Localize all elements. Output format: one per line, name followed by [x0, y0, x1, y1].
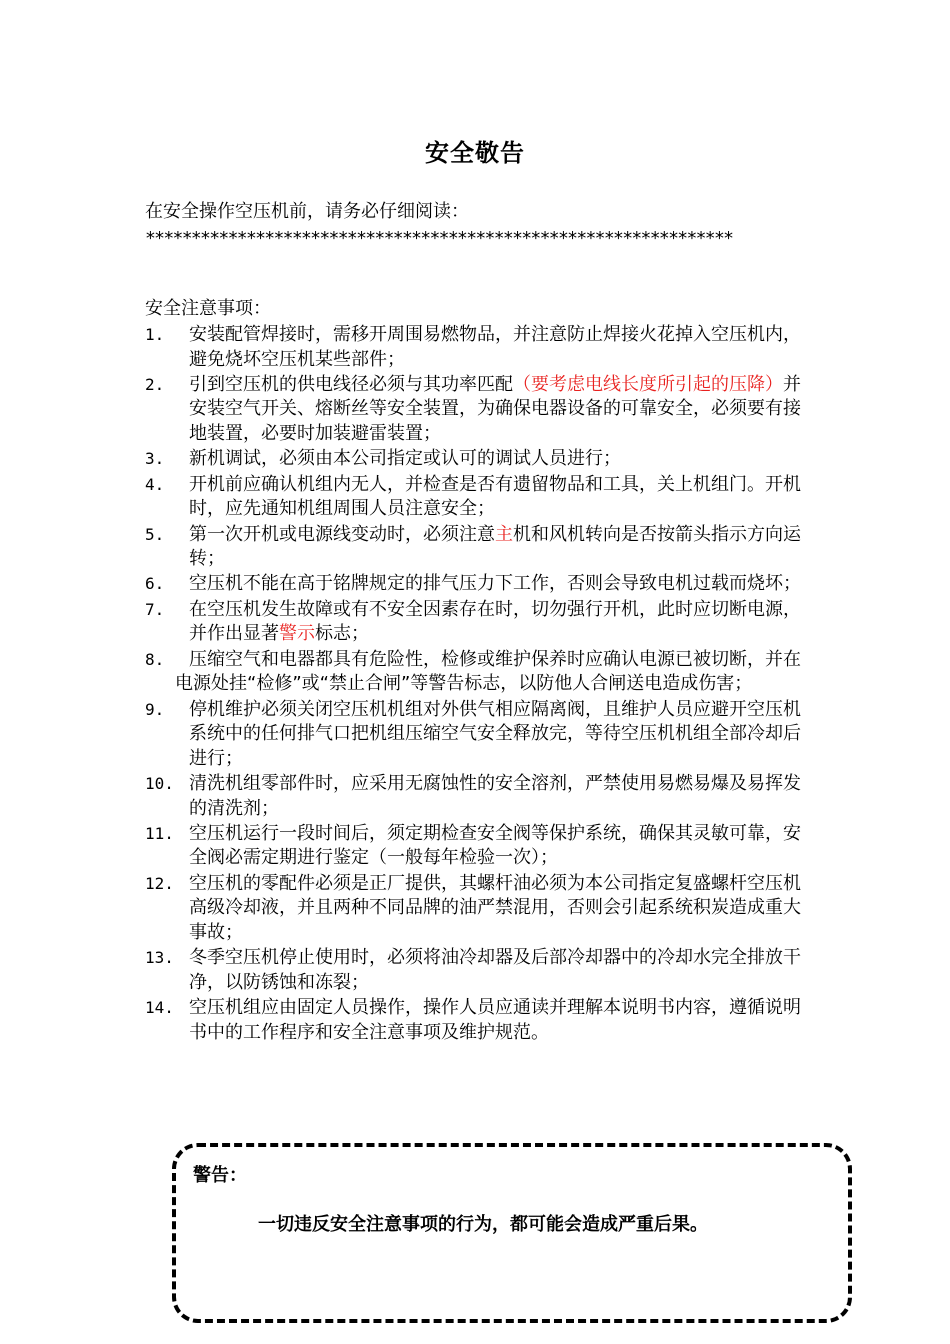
item-text: 空压机不能在高于铭牌规定的排气压力下工作，否则会导致电机过载而烧坏； — [189, 573, 801, 595]
item-highlight-text: 警示 — [279, 623, 315, 645]
list-item — [145, 572, 810, 597]
item-text: 并安装空气开关、熔断丝等安全装置，为确保电器设备的可靠安全，必须要有接地装置，必要时加装避雷装置； — [189, 373, 801, 444]
item-highlight-text: （要考虑电线长度所引起的压降） — [513, 373, 783, 395]
list-item — [145, 822, 810, 871]
item-number: 11. — [145, 823, 174, 843]
safety-notes-heading: 安全注意事项： — [145, 298, 271, 319]
item-number: 5. — [145, 524, 165, 544]
item-text: 压缩空气和电器都具有危险性，检修或维护保养时应确认电源已被切断，并在电源处挂“检修”或“禁止合闸”等警告标志，以防他人合闸送电造成伤害； — [175, 648, 801, 695]
item-text: 引到空压机的供电线径必须与其功率匹配 — [189, 373, 513, 395]
list-item — [145, 447, 810, 472]
item-number: 10. — [145, 774, 174, 794]
safety-notes-list — [145, 323, 810, 1046]
item-number: 13. — [145, 948, 174, 968]
item-number: 3. — [145, 449, 165, 469]
item-number: 1. — [145, 325, 165, 344]
item-text: 机和风机转向是否按箭头指示方向运转； — [189, 523, 801, 570]
list-item — [145, 373, 810, 447]
warning-label: 警告： — [193, 1165, 247, 1186]
item-text: 开机前应确认机组内无人，并检查是否有遗留物品和工具，关上机组门。开机时，应先通知机组周围人员注意安全； — [189, 473, 801, 520]
item-text: 空压机的零配件必须是正厂提供，其螺杆油必须为本公司指定复盛螺杆空压机高级冷却液，并且两种不同品牌的油严禁混用，否则会引起系统积炭造成重大事故； — [189, 872, 801, 943]
list-item — [145, 872, 810, 946]
item-number: 2. — [145, 374, 165, 394]
list-item — [145, 772, 810, 821]
item-number: 12. — [145, 873, 174, 893]
item-text: 标志； — [315, 623, 369, 645]
item-text: 空压机组应由固定人员操作，操作人员应通读并理解本说明书内容，遵循说明书中的工作程序和安全注意事项及维护规范。 — [189, 997, 801, 1043]
list-item — [145, 598, 810, 647]
list-item — [145, 996, 810, 1045]
star-divider: **************************************************************** — [145, 228, 733, 249]
list-item — [145, 473, 810, 522]
item-number: 7. — [145, 599, 165, 619]
list-item — [145, 698, 810, 772]
item-number: 9. — [145, 699, 165, 719]
item-number: 14. — [145, 998, 174, 1018]
list-item — [145, 946, 810, 995]
item-text: 冬季空压机停止使用时，必须将油冷却器及后部冷却器中的冷却水完全排放干净，以防锈蚀和冻裂； — [189, 947, 801, 993]
list-item — [145, 523, 810, 572]
item-text: 第一次开机或电源线变动时，必须注意 — [189, 523, 495, 545]
item-text: 安装配管焊接时，需移开周围易燃物品，并注意防止焊接火花掉入空压机内，避免烧坏空压机某些部件； — [189, 324, 801, 370]
item-highlight-text: 主 — [495, 523, 513, 545]
list-item — [145, 648, 810, 697]
list-item — [145, 323, 810, 372]
item-number: 4. — [145, 474, 165, 494]
item-text: 停机维护必须关闭空压机机组对外供气相应隔离阀，且维护人员应避开空压机系统中的任何排气口把机组压缩空气安全释放完，等待空压机机组全部冷却后进行； — [189, 698, 801, 769]
warning-text: 一切违反安全注意事项的行为，都可能会造成严重后果。 — [258, 1214, 708, 1235]
page-title: 安全敬告 — [425, 139, 525, 167]
item-number: 6. — [145, 574, 165, 594]
item-text: 新机调试，必须由本公司指定或认可的调试人员进行； — [189, 448, 621, 470]
intro-text: 在安全操作空压机前，请务必仔细阅读： — [145, 201, 469, 222]
item-text: 空压机运行一段时间后，须定期检查安全阀等保护系统，确保其灵敏可靠，安全阀必需定期进行鉴定（一般每年检验一次）； — [189, 822, 801, 869]
item-number: 8. — [145, 649, 165, 669]
item-text: 在空压机发生故障或有不安全因素存在时，切勿强行开机，此时应切断电源，并作出显著 — [189, 598, 801, 645]
item-text: 清洗机组零部件时，应采用无腐蚀性的安全溶剂，严禁使用易燃易爆及易挥发的清洗剂； — [189, 773, 801, 819]
